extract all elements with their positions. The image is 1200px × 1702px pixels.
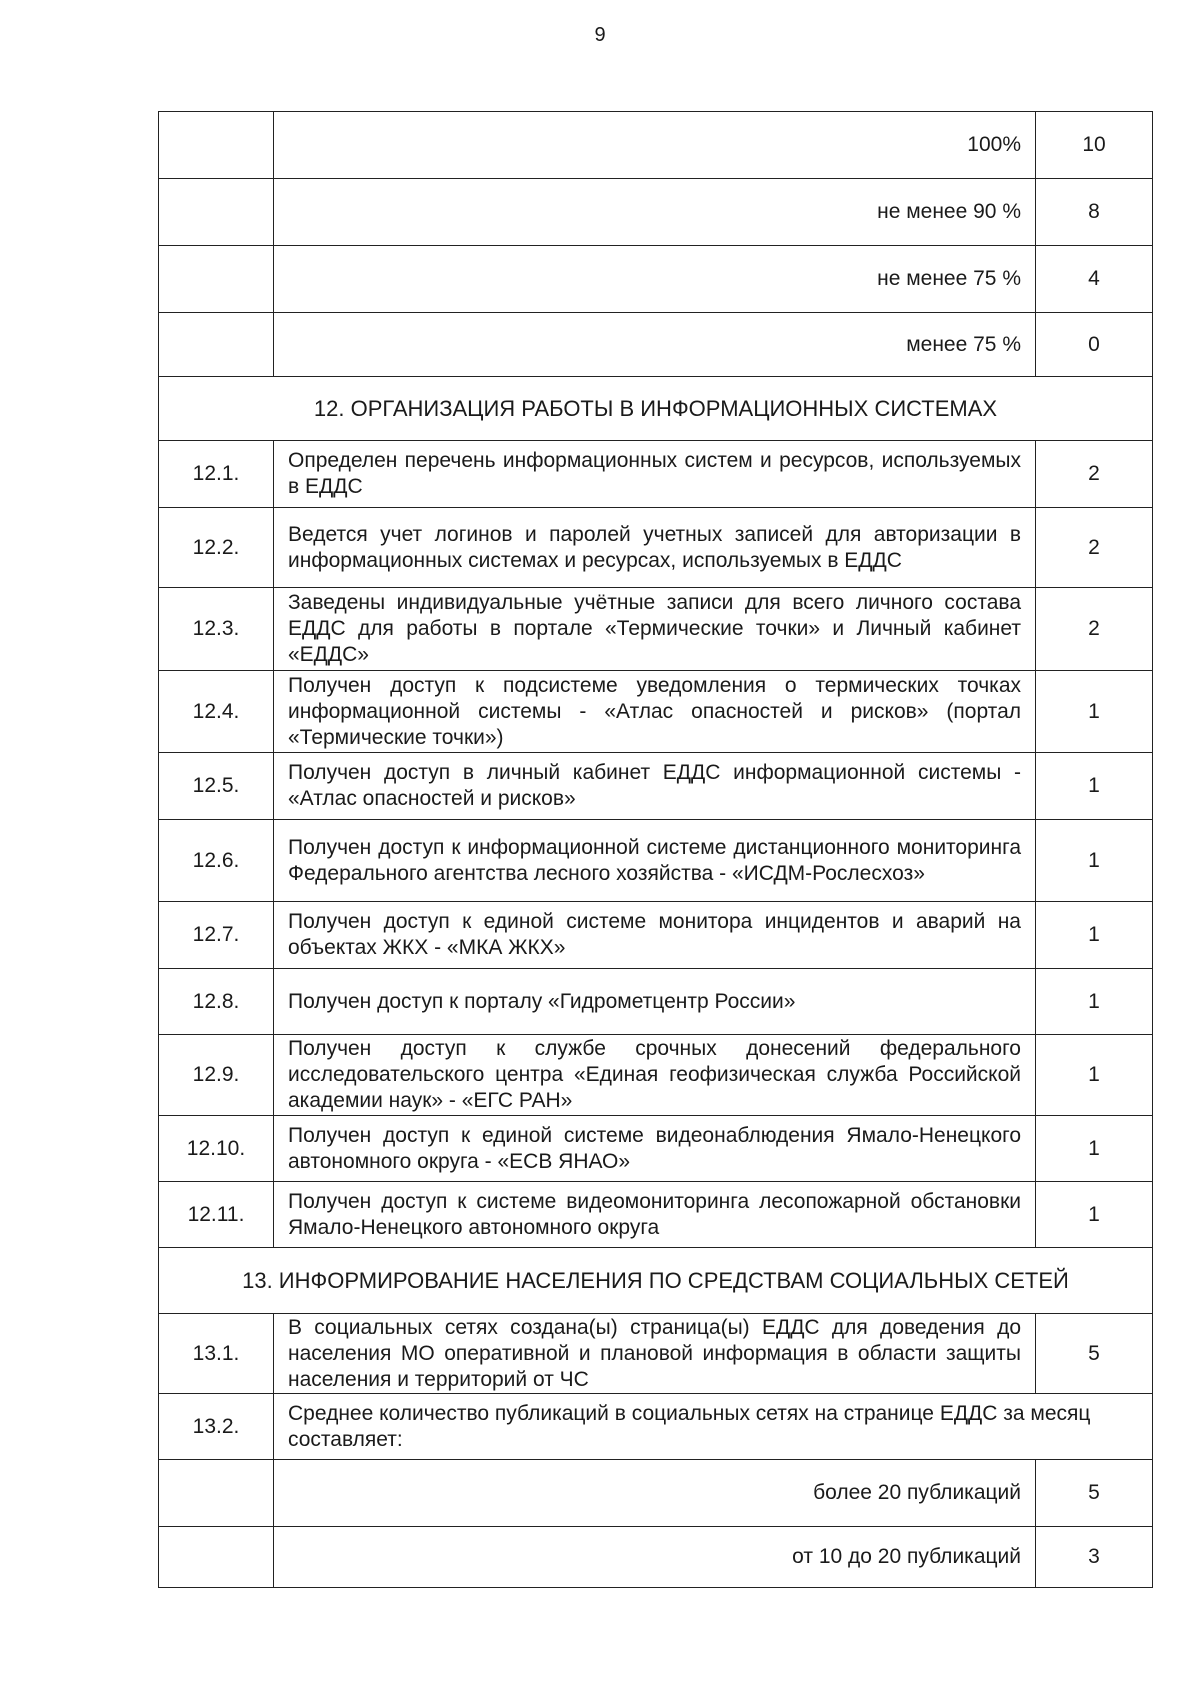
item-description: Определен перечень информационных систем и ресурсов, используемых в ЕДДС	[274, 441, 1036, 508]
table-row	[159, 1035, 1153, 1116]
criteria-table	[158, 111, 1153, 1588]
score-value: 4	[1036, 246, 1153, 313]
item-number: 12.2.	[159, 508, 274, 588]
score-value: 2	[1036, 441, 1153, 508]
item-description: Получен доступ к единой системе монитора инцидентов и аварий на объектах ЖКХ - «МКА ЖКХ»	[274, 902, 1036, 969]
table-row	[159, 753, 1153, 820]
item-description: Ведется учет логинов и паролей учетных записей для авторизации в информационных системах и ресурсах, используемых в ЕДДС	[274, 508, 1036, 588]
item-number	[159, 179, 274, 246]
item-number: 12.6.	[159, 820, 274, 902]
item-description: В социальных сетях создана(ы) страница(ы) ЕДДС для доведения до населения МО оперативной и плановой информация в области защиты населения и территорий от ЧС	[274, 1314, 1036, 1394]
score-value: 1	[1036, 1182, 1153, 1248]
item-number: 12.7.	[159, 902, 274, 969]
option-label: не менее 75 %	[274, 246, 1036, 313]
item-number: 13.1.	[159, 1314, 274, 1394]
score-value: 1	[1036, 969, 1153, 1035]
table-row	[159, 313, 1153, 377]
score-value: 2	[1036, 508, 1153, 588]
score-value: 1	[1036, 671, 1153, 753]
option-label: более 20 публикаций	[274, 1460, 1036, 1527]
table-row	[159, 1314, 1153, 1394]
item-description: Получен доступ к единой системе видеонаблюдения Ямало-Ненецкого автономного округа - «ЕСВ ЯНАО»	[274, 1116, 1036, 1182]
item-number: 12.5.	[159, 753, 274, 820]
table-row	[159, 508, 1153, 588]
table-row	[159, 1182, 1153, 1248]
section-heading: 13. ИНФОРМИРОВАНИЕ НАСЕЛЕНИЯ ПО СРЕДСТВАМ СОЦИАЛЬНЫХ СЕТЕЙ	[159, 1248, 1153, 1314]
item-description: Получен доступ в личный кабинет ЕДДС информационной системы - «Атлас опасностей и рисков»	[274, 753, 1036, 820]
item-number: 12.3.	[159, 588, 274, 671]
table-row	[159, 820, 1153, 902]
table-row	[159, 1460, 1153, 1527]
item-number	[159, 246, 274, 313]
item-number: 13.2.	[159, 1394, 274, 1460]
item-number: 12.8.	[159, 969, 274, 1035]
table-row	[159, 112, 1153, 179]
score-value: 1	[1036, 820, 1153, 902]
item-description: Получен доступ к системе видеомониторинга лесопожарной обстановки Ямало-Ненецкого автономного округа	[274, 1182, 1036, 1248]
option-label: менее 75 %	[274, 313, 1036, 377]
table-row	[159, 969, 1153, 1035]
score-value: 1	[1036, 1116, 1153, 1182]
item-number: 12.1.	[159, 441, 274, 508]
score-value: 1	[1036, 902, 1153, 969]
item-number	[159, 1460, 274, 1527]
option-label: 100%	[274, 112, 1036, 179]
table-row	[159, 1116, 1153, 1182]
table-row	[159, 588, 1153, 671]
item-description: Получен доступ к порталу «Гидрометцентр России»	[274, 969, 1036, 1035]
item-description: Заведены индивидуальные учётные записи для всего личного состава ЕДДС для работы в портале «Термические точки» и Личный кабинет «ЕДДС»	[274, 588, 1036, 671]
score-value: 1	[1036, 1035, 1153, 1116]
table-row	[159, 1394, 1153, 1460]
score-value: 5	[1036, 1314, 1153, 1394]
table-row	[159, 179, 1153, 246]
table-row	[159, 902, 1153, 969]
item-number: 12.10.	[159, 1116, 274, 1182]
section-row	[159, 377, 1153, 441]
item-number	[159, 1527, 274, 1588]
item-description: Получен доступ к подсистеме уведомления о термических точках информационной системы - «Атлас опасностей и рисков» (портал «Термические точки»)	[274, 671, 1036, 753]
score-value: 10	[1036, 112, 1153, 179]
score-value: 0	[1036, 313, 1153, 377]
option-label: не менее 90 %	[274, 179, 1036, 246]
section-heading: 12. ОРГАНИЗАЦИЯ РАБОТЫ В ИНФОРМАЦИОННЫХ СИСТЕМАХ	[159, 377, 1153, 441]
score-value: 8	[1036, 179, 1153, 246]
item-description: Получен доступ к службе срочных донесений федерального исследовательского центра «Единая геофизическая служба Российской академии наук» - «ЕГС РАН»	[274, 1035, 1036, 1116]
score-value: 5	[1036, 1460, 1153, 1527]
item-number	[159, 112, 274, 179]
table-row	[159, 671, 1153, 753]
score-value: 1	[1036, 753, 1153, 820]
section-row	[159, 1248, 1153, 1314]
table-row	[159, 441, 1153, 508]
table-row	[159, 246, 1153, 313]
item-number: 12.4.	[159, 671, 274, 753]
item-description: Среднее количество публикаций в социальных сетях на странице ЕДДС за месяц составляет:	[274, 1394, 1153, 1460]
score-value: 2	[1036, 588, 1153, 671]
item-number: 12.11.	[159, 1182, 274, 1248]
item-description: Получен доступ к информационной системе дистанционного мониторинга Федерального агентства лесного хозяйства - «ИСДМ-Рослесхоз»	[274, 820, 1036, 902]
page-number: 9	[594, 24, 606, 46]
table-row	[159, 1527, 1153, 1588]
score-value: 3	[1036, 1527, 1153, 1588]
option-label: от 10 до 20 публикаций	[274, 1527, 1036, 1588]
item-number	[159, 313, 274, 377]
item-number: 12.9.	[159, 1035, 274, 1116]
